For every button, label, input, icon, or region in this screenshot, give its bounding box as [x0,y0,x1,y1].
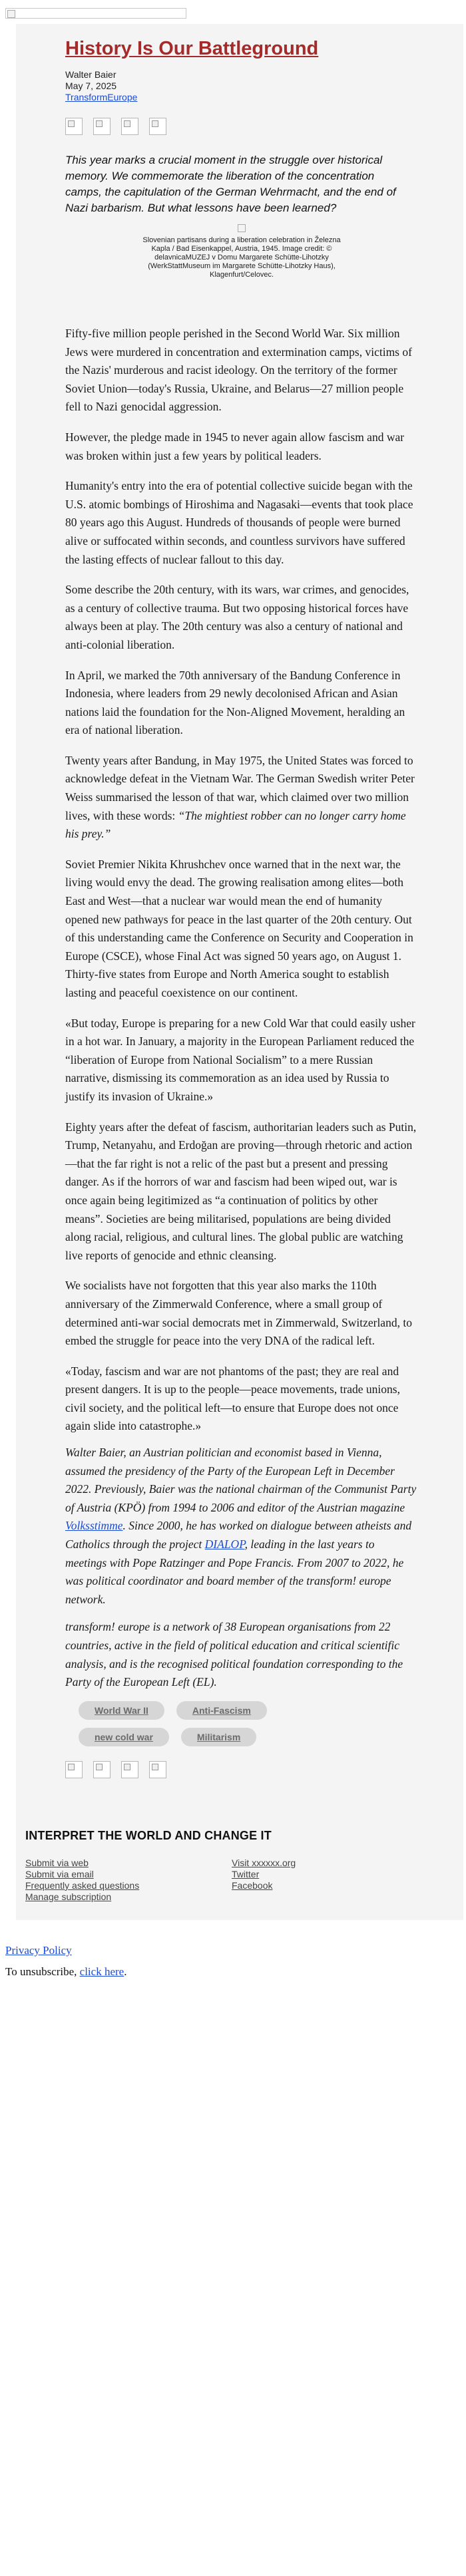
footer-col-right [232,1857,438,1903]
article-meta [65,69,418,103]
footer-title: INTERPRET THE WORLD AND CHANGE IT [25,1828,272,1842]
tag-new-cold-war[interactable]: new cold war [79,1728,169,1746]
article-title-link[interactable]: History Is Our Battleground [65,38,319,59]
share-email-icon[interactable] [149,1761,166,1778]
share-linkedin-icon[interactable] [121,118,138,135]
footer-col-left [25,1857,232,1903]
legal [0,1920,466,1979]
share-email-icon[interactable] [149,118,166,135]
share-twitter-icon[interactable] [93,1761,111,1778]
article-container [16,24,463,1829]
tag-militarism[interactable]: Militarism [181,1728,256,1746]
date: May 7, 2025 [65,80,117,91]
unsubscribe-end: . [124,1965,127,1978]
bio-text: Walter Baier, an Austrian politician and economist based in Vienna, assumed the presidency of the Party of the European Left in December 2022. Previously, Baier was the national chairman of the Communist Party of Austria (KPÖ) from 1994 to 2006 and editor of the Austrian magazine [65,1446,417,1514]
source-link[interactable]: TransformEurope [65,92,138,102]
tag-anti-fascism[interactable]: Anti-Fascism [176,1701,267,1720]
paragraph: Humanity's entry into the era of potential collective suicide began with the U.S. atomic bombings of Hiroshima and Nagasaki—events that took place 80 years ago this August. Hundreds of thousands of people were burned alive or suffocated within seconds, and countless survivors have suffered the lasting effects of nuclear fallout to this day. [65,479,413,566]
article-content [65,37,418,1829]
share-twitter-icon[interactable] [93,118,111,135]
manage-subscription-link[interactable]: Manage subscription [25,1891,112,1902]
share-linkedin-icon[interactable] [121,1761,138,1778]
paragraph: We socialists have not forgotten that this year also marks the 110th anniversary of the Zimmerwald Conference, where a small group of determined anti-war social democrats met in Zimmerwald, Switzerland, to embed the struggle for peace into the very DNA of the radical left. [65,1279,412,1348]
share-facebook-icon[interactable] [65,118,83,135]
paragraph: Fifty-five million people perished in the Second World War. Six million Jews were murdered in concentration and extermination camps, victims of the Nazis' murderous and racist ideology. On the territory of the former Soviet Union—today's Russia, Ukraine, and Belarus—27 million people fell to Nazi genocidal aggression. [65,327,412,414]
paragraph: Eighty years after the defeat of fascism, authoritarian leaders such as Putin, Trump, Netanyahu, and Erdoğan are proving—through rhetoric and action—that the far right is not a relic of the past but a present and pressing danger. As if the horrors of war and fascism had been wiped out, war is once again being legitimized as “a continuation of politics by other means”. Societies are being militarised, populations are being divided along racial, religious, and cultural lines. The global public are watching live reports of genocide and ethnic cleansing. [65,1120,417,1262]
weiss-text: Twenty years after Bandung, in May 1975, the United States was forced to acknowledge defeat in the Vietnam War. The German Swedish writer Peter Weiss summarised the lesson of that war, which claimed over two million lives, with these words: [65,753,415,822]
volksstimme-link[interactable]: Volksstimme [65,1519,123,1533]
visit-site-link[interactable]: Visit xxxxxx.org [232,1857,296,1868]
header-banner-image [5,8,186,19]
paragraph: Some describe the 20th century, with its wars, war crimes, and genocides, as a century of collective trauma. But two opposing historical forces have always been at play. The 20th century was also a century of national and anti-colonial liberation. [65,583,409,651]
paragraph: Soviet Premier Nikita Khrushchev once warned that in the next war, the living would envy the dead. The growing realisation among elites—both East and West—that a nuclear war would mean the end of humanity opened new pathways for peace in the last quarter of the 20th century. Out of this understanding came the Conference on Security and Cooperation in Europe (CSCE), whose Final Act was signed 50 years ago, on August 1. Thirty-five states from Europe and North America sought to establish lasting and peaceful coexistence on our continent. [65,857,413,999]
bio-text: . Since 2000, he has worked on dialogue between atheists and Catholics through the project [65,1519,412,1551]
article-body [65,325,418,1692]
paragraph: «But today, Europe is preparing for a new Cold War that could easily usher in a hot war. In January, a majority in the European Parliament reduced the “liberation of Europe from National Socialism” to a mere Russian narrative, dismissing its commemoration as an idea used by Russia to justify its invasion of Ukraine.» [65,1016,415,1103]
author: Walter Baier [65,69,116,80]
share-row-bottom [65,1761,418,1829]
paragraph: However, the pledge made in 1945 to never again allow fascism and war was broken within just a few years by political leaders. [65,430,405,462]
header [0,0,466,24]
figure-caption: Slovenian partisans during a liberation celebration in Železna Kapla / Bad Eisenkappel, Austria, 1945. Image credit: © delavnicaMUZEJ v Domu Margarete Schütte-Lihotzky (WerkStattMuseum im Margarete Schütte-Lihotzky Haus), Klagenfurt/Celovec. [142,236,341,279]
paragraph: «Today, fascism and war are not phantoms of the past; they are real and present dangers. It is up to the people—peace movements, trade unions, civil society, and the political left—to ensure that Europe does not once again slide into catastrophe.» [65,1364,400,1433]
paragraph-weiss [65,752,418,844]
figure-image [238,224,246,232]
about-transform: transform! europe is a network of 38 European organisations from 22 countries, active in the field of political education and critical scientific analysis, and is the recognised political foundation corresponding to the Party of the European Left (EL). [65,1620,403,1689]
unsubscribe-line [5,1965,466,1979]
twitter-link[interactable]: Twitter [232,1868,260,1879]
tag-list [79,1701,305,1746]
weiss-quote: “The mightiest robber can no longer carry home his prey.” [65,808,406,841]
unsubscribe-link[interactable]: click here [79,1965,124,1978]
unsubscribe-text: To unsubscribe, [5,1965,80,1978]
facebook-link[interactable]: Facebook [232,1879,273,1891]
share-row-top [65,118,418,135]
paragraph: In April, we marked the 70th anniversary of the Bandung Conference in Indonesia, where leaders from 29 newly decolonised African and Asian nations laid the foundation for the Non-Aligned Movement, heralding an era of national liberation. [65,668,405,737]
share-facebook-icon[interactable] [65,1761,83,1778]
submit-email-link[interactable]: Submit via email [25,1868,94,1879]
article-lead: This year marks a crucial moment in the struggle over historical memory. We commemorate the liberation of the concentration camps, the capitulation of the German Wehrmacht, and the end of Nazi barbarism. But what lessons have been learned? [65,154,396,214]
privacy-policy-link[interactable]: Privacy Policy [5,1943,72,1957]
tag-world-war-ii[interactable]: World War II [79,1701,164,1720]
submit-web-link[interactable]: Submit via web [25,1857,89,1868]
bio-text: , leading in the last years to meetings with Pope Ratzinger and Pope Francis. From 2007 to 2022, he was political coordinator and board member of the transform! europe network. [65,1537,404,1606]
footer-links [25,1857,463,1903]
article-figure [65,224,418,279]
footer [16,1829,463,1920]
faq-link[interactable]: Frequently asked questions [25,1879,140,1891]
author-bio [65,1444,418,1609]
dialop-link[interactable]: DIALOP [204,1537,245,1551]
